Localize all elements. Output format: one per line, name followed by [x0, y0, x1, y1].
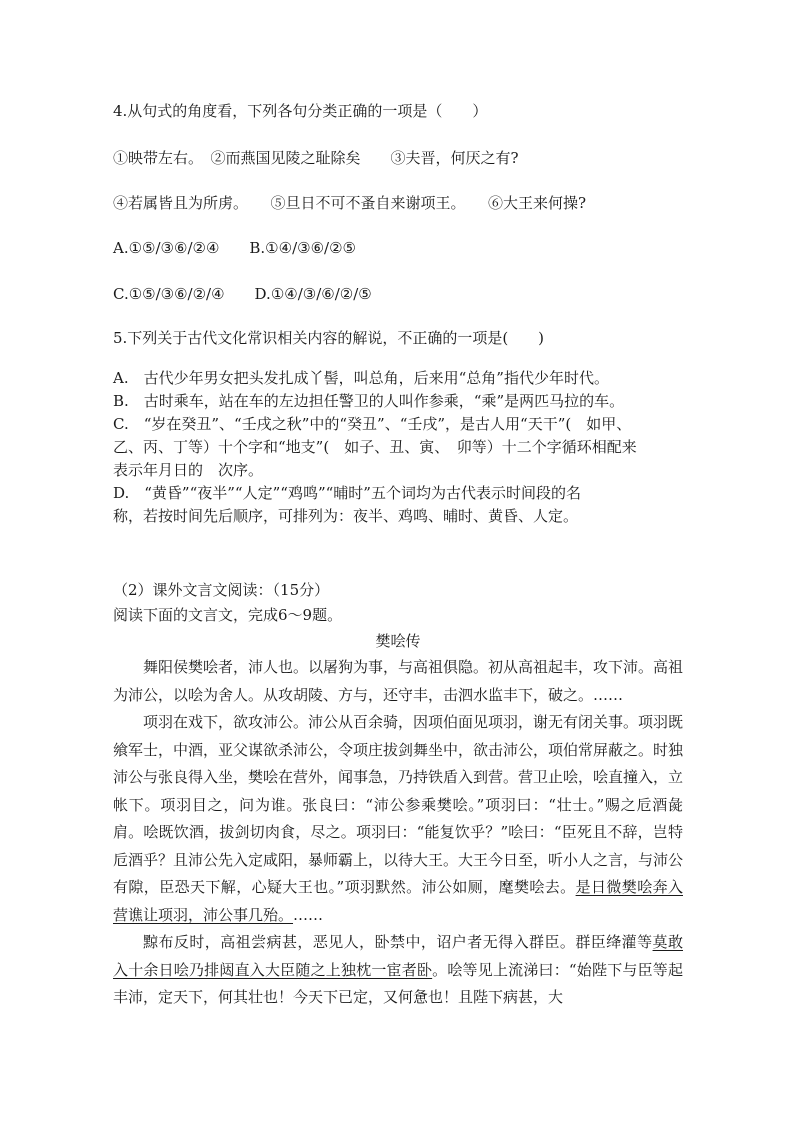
section-2 [113, 578, 683, 1012]
passage-paragraph-2 [113, 709, 683, 929]
paragraph-2-text: 项羽在戏下，欲攻沛公。沛公从百余骑，因项伯面见项羽，谢无有闭关事。项羽既飨军士，中酒，亚父谋欲杀沛公，令项庄拔剑舞坐中，欲击沛公，项伯常屏蔽之。时独沛公与张良得入坐，樊哙在营外，闻事急，乃持铁盾入到营。营卫止哙，哙直撞入，立帐下。项羽目之，问为谁。张良曰：“沛公参乘樊哙。”项羽曰：“壮士。”赐之卮酒彘肩。哙既饮酒，拔剑切肉食，尽之。项羽曰：“能复饮乎？”哙曰：“臣死且不辞，岂特卮酒乎？且沛公先入定咸阳，暴师霸上，以待大王。大王今日至，听小人之言，与沛公有隙，臣恐天下解，心疑大王也。”项羽默然。沛公如厕，麾樊哙去。 [113, 713, 684, 896]
underlined-sentence-1: 是日微樊哙奔入营谯让项羽，沛公事几殆。 [113, 878, 683, 924]
question-4-options-cd: C.①⑤/③⑥/②/④ D.①④/③/⑥/②/⑤ [113, 285, 372, 303]
question-5-option-b: B. 古时乘车，站在车的左边担任警卫的人叫作参乘，“乘”是两匹马拉的车。 [113, 392, 625, 410]
question-4-options-ab: A.①⑤/③⑥/②④ B.①④/③⑥/②⑤ [113, 239, 356, 257]
question-5-option-a: A. 古代少年男女把头发扎成丫髻，叫总角，后来用“总角”指代少年时代。 [113, 369, 609, 387]
question-4-stem: 4.从句式的角度看，下列各句分类正确的一项是（ ） [113, 102, 488, 120]
question-5-option-c-line-3: 表示年月日的 次序。 [113, 461, 264, 479]
underlined-sentence-2: 莫敢入十余日哙乃排闼直入大臣随之上独枕一宦者卧 [113, 933, 683, 979]
question-5-option-d-line-1: D. “黄昏”“夜半”“人定”“鸡鸣”“晡时”五个词均为古代表示时间段的名 [113, 484, 581, 502]
paragraph-3-text-end: 。哙等见上流涕曰：“始陛下与臣等起丰沛，定天下，何其壮也！今天下已定，又何惫也！且陛下病甚，大 [113, 960, 683, 1006]
section-2-heading: （2）课外文言文阅读：（15分） [113, 581, 330, 599]
question-5-option-c-line-2: 乙、丙、丁等）十个字和“地支”( 如子、丑、寅、 卯等）十二个字循环相配来 [113, 438, 637, 456]
passage-title: 樊哙传 [375, 632, 421, 650]
question-5-stem: 5.下列关于古代文化常识相关内容的解说，不正确的一项是( ) [113, 329, 545, 347]
section-2-instruction: 阅读下面的文言文，完成6～9题。 [113, 606, 343, 624]
question-4-sentences-2: ④若属皆且为所虏。 ⑤旦日不可不蚤自来谢项王。 ⑥大王来何操? [113, 194, 587, 212]
paragraph-3-text-start: 黥布反时，高祖尝病甚，恶见人，卧禁中，诏户者无得入群臣。群臣绛灌等 [143, 933, 653, 951]
question-5-option-c-line-1: C. “岁在癸丑”、“壬戌之秋”中的“癸丑”、“壬戌”，是古人用“天干”( 如甲、 [113, 415, 632, 433]
question-4-sentences-1: ①映带左右。 ②而燕国见陵之耻除矣 ③夫晋，何厌之有? [113, 149, 519, 167]
question-5-options [113, 367, 683, 528]
passage-paragraph-3 [113, 929, 683, 1012]
passage-paragraph-1: 舞阳侯樊哙者，沛人也。以屠狗为事，与高祖俱隐。初从高祖起丰，攻下沛。高祖为沛公，以哙为舍人。从攻胡陵、方与，还守丰，击泗水监丰下，破之。…… [113, 658, 684, 704]
question-5-option-d-line-2: 称，若按时间先后顺序，可排列为：夜半、鸡鸣、晡时、黄昏、人定。 [113, 507, 579, 525]
paragraph-2-ellipsis: …… [293, 905, 324, 924]
